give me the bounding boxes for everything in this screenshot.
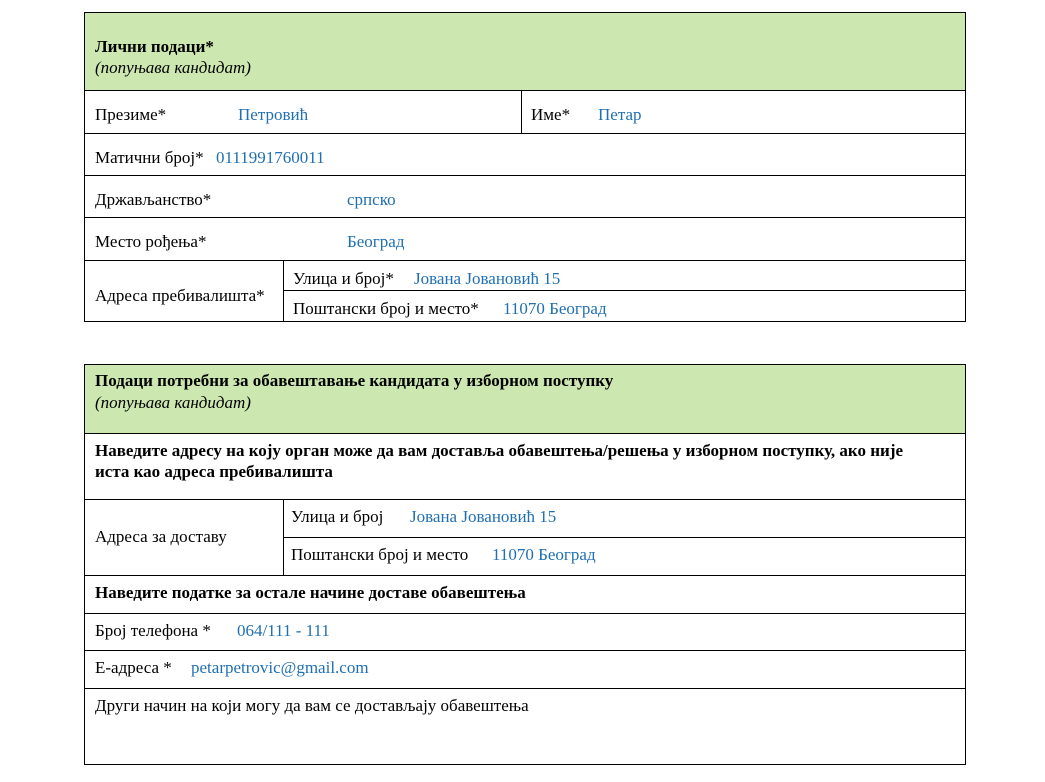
personal-subtitle: (попуњава кандидат) [95, 58, 251, 77]
citizenship-row [85, 175, 965, 217]
other-method-label: Други начин на који могу да вам се достављају обавештења [95, 696, 529, 715]
citizenship-label: Држављанство* [95, 190, 212, 209]
email-field[interactable]: petarpetrovic@gmail.com [191, 658, 369, 677]
notify-title: Подаци потребни за обавештавање кандидата у изборном поступку [95, 371, 614, 390]
postal-field[interactable]: 11070 Београд [503, 299, 607, 318]
delivery-postal-field[interactable]: 11070 Београд [492, 545, 596, 564]
delivery-street-field[interactable]: Јована Јовановић 15 [410, 507, 557, 526]
email-row [85, 650, 965, 688]
phone-field[interactable]: 064/111 - 111 [237, 621, 330, 640]
personal-header [85, 13, 965, 90]
instruction-row [85, 433, 965, 499]
delivery-address-row [85, 499, 965, 575]
name-label: Име* [531, 105, 571, 124]
delivery-street-label: Улица и број [291, 507, 384, 526]
name-field[interactable]: Петар [598, 105, 642, 124]
street-label: Улица и број* [293, 269, 394, 288]
jmbg-label: Матични број* [95, 148, 204, 167]
citizenship-field[interactable]: српско [347, 190, 396, 209]
phone-row [85, 613, 965, 650]
street-field[interactable]: Јована Јовановић 15 [414, 269, 561, 288]
phone-label: Број телефона * [95, 621, 211, 640]
address-label: Адреса пребивалишта* [95, 286, 265, 305]
email-label: Е-адреса * [95, 658, 172, 677]
birthplace-field[interactable]: Београд [347, 232, 405, 251]
divider [283, 537, 965, 538]
postal-label: Поштански број и место* [293, 299, 479, 318]
delivery-postal-label: Поштански број и место [291, 545, 469, 564]
address-row [85, 260, 965, 321]
other-instruction-row [85, 575, 965, 613]
divider [521, 91, 522, 133]
personal-title: Лични подаци* [95, 37, 214, 56]
surname-label: Презиме* [95, 105, 167, 124]
notify-header [85, 365, 965, 433]
divider [283, 290, 965, 291]
divider [283, 261, 284, 321]
delivery-label: Адреса за доставу [95, 527, 227, 546]
personal-data-table [84, 12, 966, 322]
jmbg-field[interactable]: 0111991760011 [216, 148, 325, 167]
notification-data-table [84, 364, 966, 765]
other-method-row[interactable] [85, 688, 965, 764]
surname-name-row [85, 90, 965, 133]
other-instruction: Наведите податке за остале начине доставе обавештења [95, 583, 526, 602]
birthplace-row [85, 217, 965, 260]
birthplace-label: Место рођења* [95, 232, 207, 251]
instruction-line2: иста као адреса пребивалишта [95, 462, 333, 481]
surname-field[interactable]: Петровић [238, 105, 309, 124]
notify-subtitle: (попуњава кандидат) [95, 393, 251, 412]
jmbg-row [85, 133, 965, 175]
instruction-line1: Наведите адресу на коју орган може да вам доставља обавештења/решења у изборном поступку, ако није [95, 441, 904, 460]
